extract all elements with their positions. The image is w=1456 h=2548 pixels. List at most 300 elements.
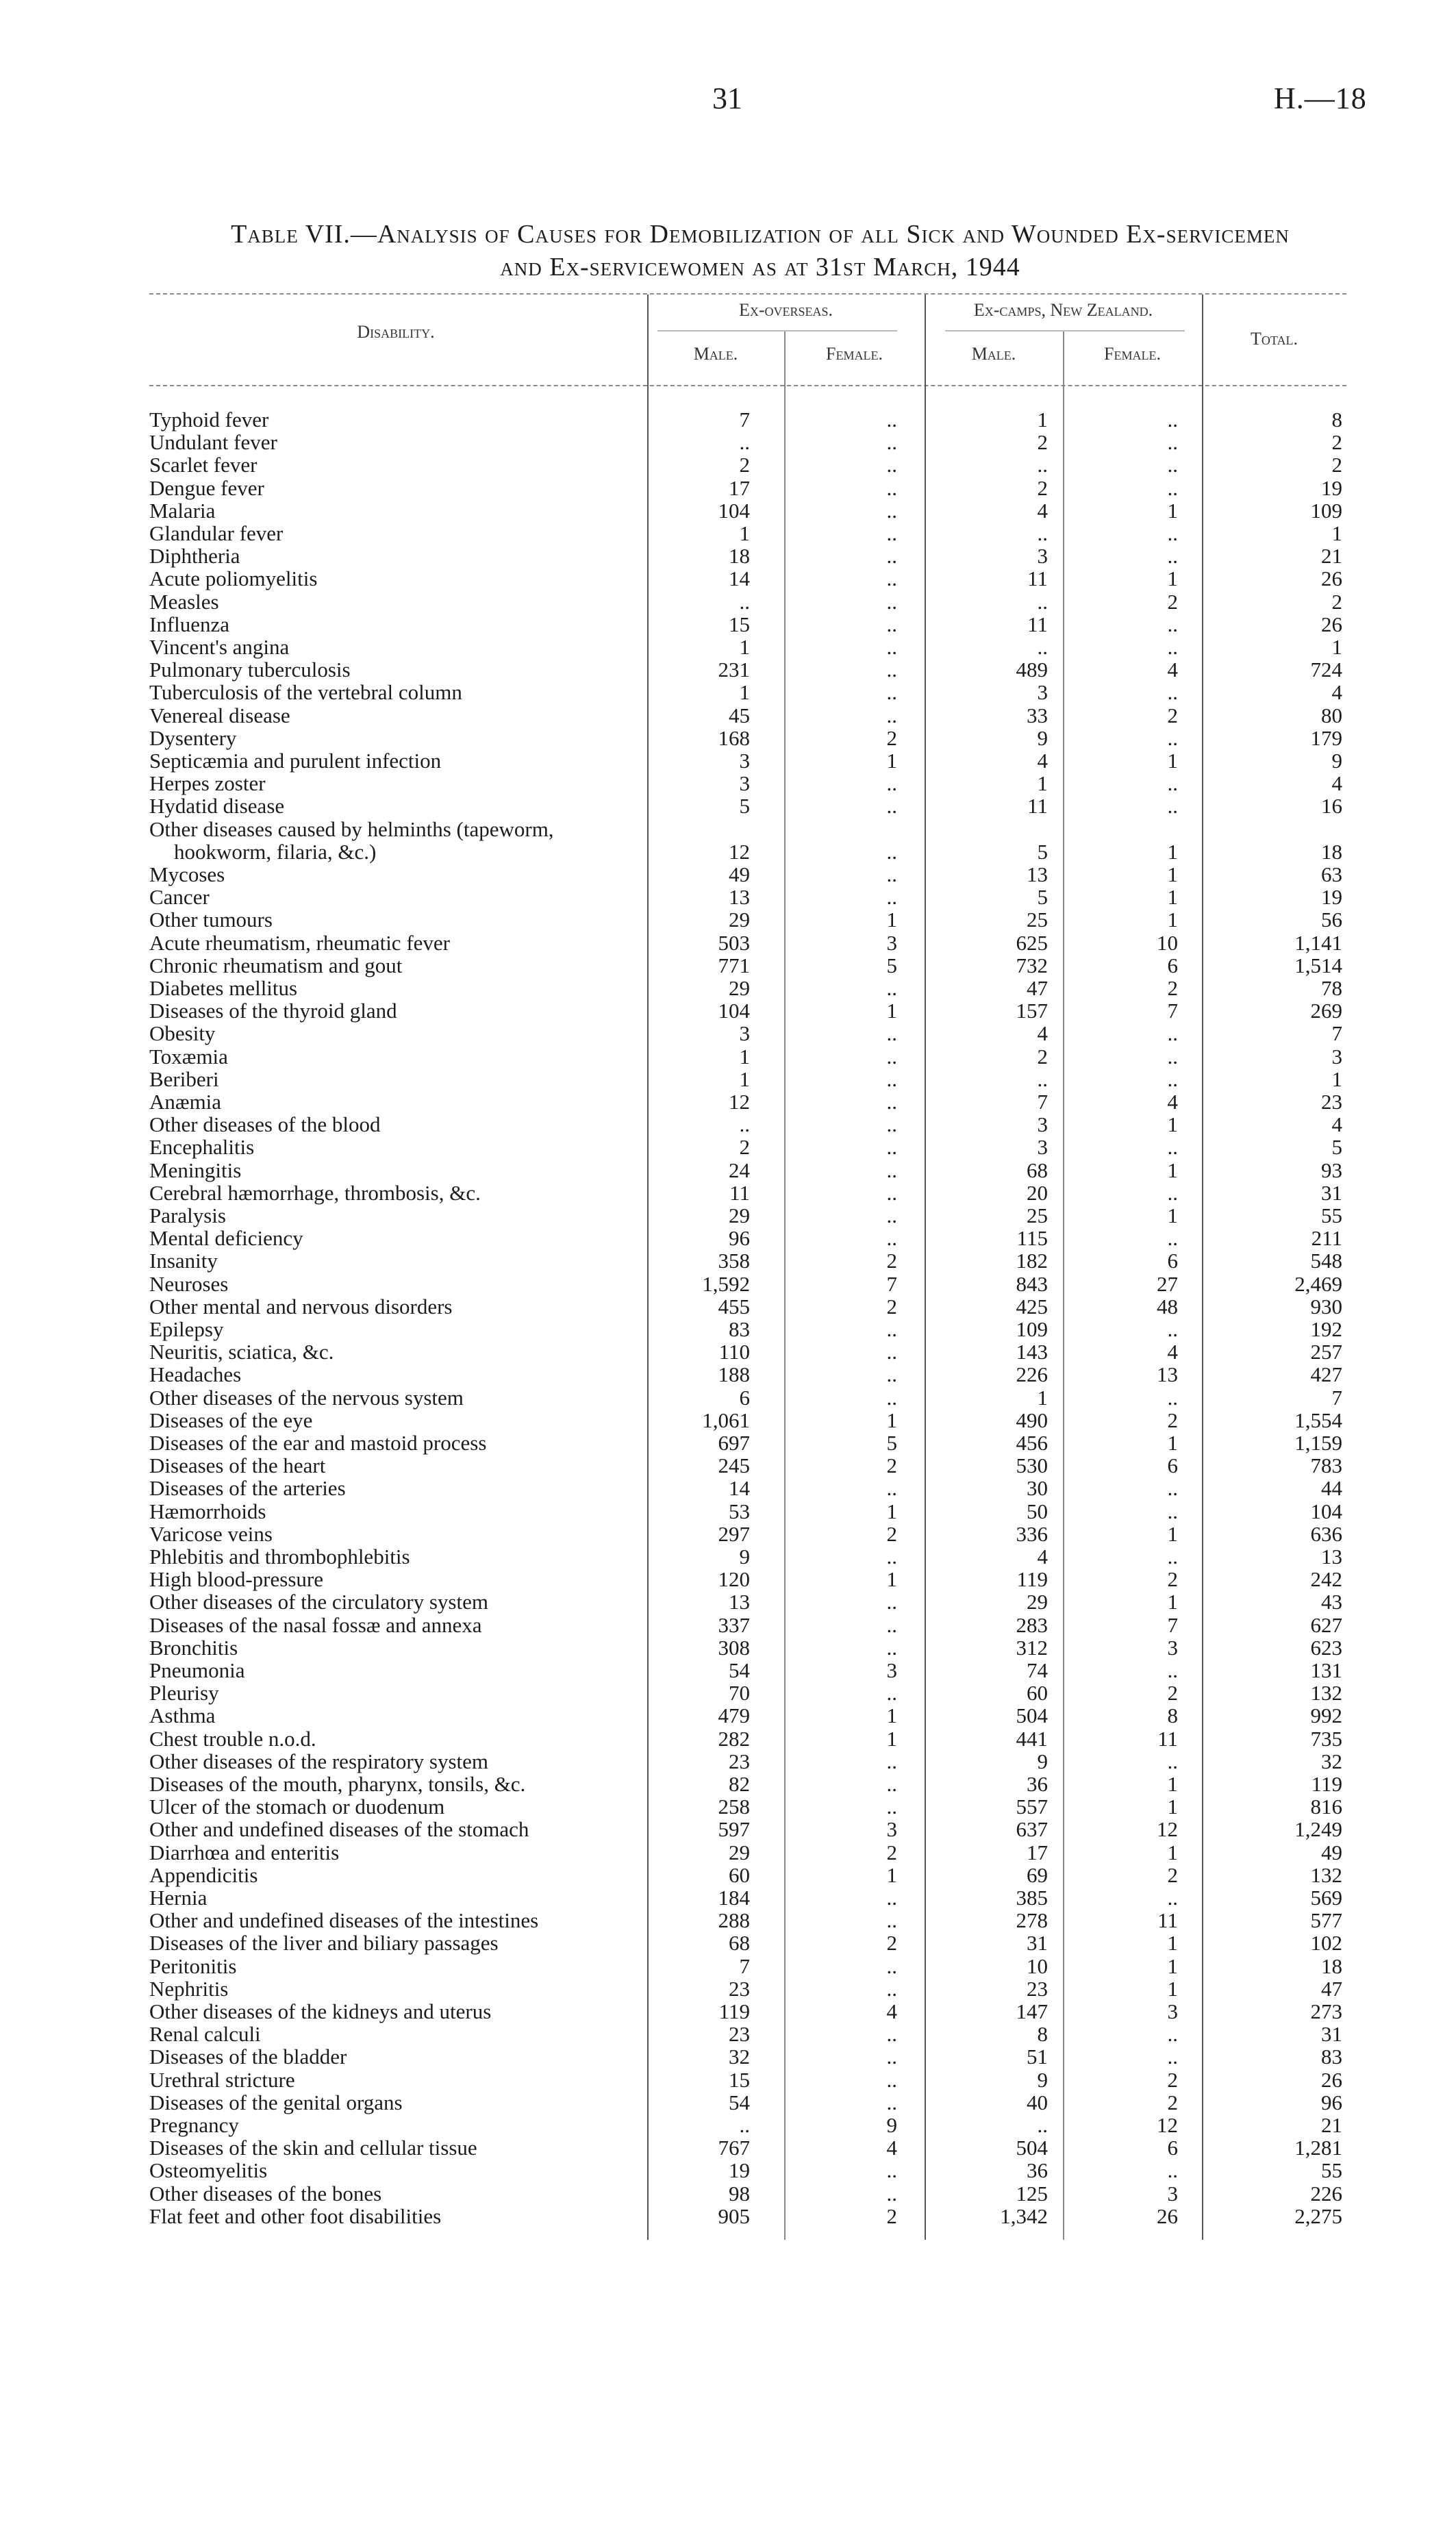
cell-total: 273	[1310, 1999, 1342, 2023]
document-code: H.—18	[1274, 82, 1367, 115]
cell-of: ..	[886, 862, 897, 886]
disability-label-text: Epilepsy	[149, 1317, 224, 1341]
cell-cf: 2	[1167, 2090, 1178, 2114]
cell-om: 82	[729, 1772, 750, 1796]
disability-label	[149, 2205, 642, 2227]
table-row	[0, 2000, 1456, 2023]
disability-label-text: Chronic rheumatism and gout	[149, 953, 403, 977]
cell-total: 1	[1331, 635, 1342, 659]
cell-total: 2	[1331, 430, 1342, 455]
cell-cf: ..	[1167, 1180, 1178, 1205]
disability-label	[149, 1477, 642, 1499]
disability-label	[149, 863, 642, 886]
cell-cf: 1	[1167, 1772, 1178, 1796]
disability-label	[149, 408, 642, 431]
cell-om: 1,592	[702, 1271, 750, 1296]
cell-of: ..	[886, 1886, 897, 1910]
disability-label-text: Vincent's angina	[149, 635, 290, 659]
cell-om: 53	[729, 1499, 750, 1523]
cell-cm: 47	[1027, 976, 1048, 1000]
table-row	[0, 1363, 1456, 1386]
cell-of: ..	[886, 612, 897, 636]
table-row	[0, 1340, 1456, 1363]
cell-cf: ..	[1167, 521, 1178, 545]
cell-cm: 283	[1016, 1612, 1048, 1637]
cell-total: 131	[1310, 1658, 1342, 1682]
cell-total: 83	[1321, 2045, 1342, 2069]
cell-total: 548	[1310, 1249, 1342, 1273]
table-row	[0, 1750, 1456, 1773]
cell-om: 54	[729, 1658, 750, 1682]
cell-cf: 2	[1167, 976, 1178, 1000]
cell-om: 297	[718, 1521, 750, 1546]
table-row	[0, 2091, 1456, 2114]
header-disability: Disability.	[357, 322, 435, 342]
cell-cf: ..	[1167, 1226, 1178, 1251]
cell-om: 7	[739, 408, 750, 432]
cell-cm: 1	[1037, 771, 1048, 796]
cell-cm: 11	[1027, 612, 1048, 636]
cell-om: 455	[718, 1294, 750, 1319]
cell-cm: 4	[1037, 749, 1048, 773]
disability-label	[149, 658, 642, 681]
table-row	[0, 681, 1456, 703]
cell-cm: 115	[1016, 1226, 1048, 1251]
cell-cf: ..	[1167, 635, 1178, 659]
disability-label	[149, 977, 642, 999]
cell-cm: ..	[1037, 635, 1048, 659]
cell-of: ..	[886, 2181, 897, 2206]
cell-cf: ..	[1167, 1545, 1178, 1569]
cell-total: 930	[1310, 1294, 1342, 1319]
cell-of: ..	[886, 1066, 897, 1091]
cell-om: 24	[729, 1158, 750, 1182]
cell-cf: 1	[1167, 1590, 1178, 1614]
cell-total: 7	[1331, 1021, 1342, 1046]
disability-label-text: Peritonitis	[149, 1953, 237, 1978]
cell-total: 80	[1321, 703, 1342, 727]
disability-label-text: Asthma	[149, 1703, 216, 1728]
header-overseas-female: Female.	[826, 344, 883, 364]
cell-cm: 119	[1016, 1567, 1048, 1592]
cell-cf: 2	[1167, 1862, 1178, 1887]
cell-of: 1	[886, 749, 897, 773]
cell-of: ..	[886, 589, 897, 614]
cell-of: 7	[886, 1271, 897, 1296]
cell-cf: ..	[1167, 1385, 1178, 1410]
table-row	[0, 818, 1456, 863]
cell-total: 8	[1331, 408, 1342, 432]
table-row	[0, 2114, 1456, 2136]
disability-label-text: Other diseases of the circulatory system	[149, 1590, 488, 1614]
disability-label-text: Pregnancy	[149, 2113, 239, 2137]
table-row	[0, 1795, 1456, 1818]
disability-label	[149, 1227, 642, 1249]
disability-label	[149, 477, 642, 499]
cell-om: 104	[718, 498, 750, 523]
cell-of: ..	[886, 680, 897, 705]
cell-cf: 4	[1167, 658, 1178, 682]
disability-label	[149, 908, 642, 931]
cell-total: 735	[1310, 1726, 1342, 1751]
cell-cm: 1	[1037, 408, 1048, 432]
cell-cm: 182	[1016, 1249, 1048, 1273]
cell-of: ..	[886, 453, 897, 477]
cell-total: 132	[1310, 1681, 1342, 1706]
disability-label-text: Diseases of the nasal fossæ and annexa	[149, 1612, 482, 1637]
cell-om: 14	[729, 1476, 750, 1501]
cell-total: 623	[1310, 1635, 1342, 1660]
disability-label-text: Pulmonary tuberculosis	[149, 658, 351, 682]
cell-total: 816	[1310, 1795, 1342, 1819]
table-row	[0, 1477, 1456, 1499]
cell-total: 55	[1321, 2158, 1342, 2183]
cell-cm: 530	[1016, 1453, 1048, 1478]
cell-cm: 11	[1027, 794, 1048, 819]
cell-of: ..	[886, 885, 897, 910]
disability-label	[149, 1045, 642, 1068]
cell-cf: 1	[1167, 1795, 1178, 1819]
table-row	[0, 1636, 1456, 1659]
cell-cf: 6	[1167, 1249, 1178, 1273]
cell-cf: 1	[1167, 1953, 1178, 1978]
cell-of: ..	[886, 1953, 897, 1978]
disability-label-text: Typhoid fever	[149, 408, 269, 432]
disability-label-text: Dysentery	[149, 725, 237, 750]
cell-om: 231	[718, 658, 750, 682]
table-row	[0, 1249, 1456, 1272]
cell-cm: ..	[1037, 1066, 1048, 1091]
cell-cm: 336	[1016, 1521, 1048, 1546]
disability-label-text: Mycoses	[149, 862, 225, 886]
cell-cm: 9	[1037, 2067, 1048, 2092]
cell-cf: 2	[1167, 1681, 1178, 1706]
table-row	[0, 1022, 1456, 1045]
table-row	[0, 2045, 1456, 2068]
disability-label-text: Acute rheumatism, rheumatic fever	[149, 930, 450, 955]
cell-om: 337	[718, 1612, 750, 1637]
disability-label	[149, 1454, 642, 1477]
disability-label	[149, 2182, 642, 2205]
cell-om: 3	[739, 1021, 750, 1046]
cell-total: 21	[1321, 2113, 1342, 2137]
disability-label	[149, 932, 642, 954]
disability-label-text: Diseases of the ear and mastoid process	[149, 1431, 487, 1455]
cell-total: 179	[1310, 725, 1342, 750]
cell-total: 569	[1310, 1886, 1342, 1910]
cell-of: 2	[886, 725, 897, 750]
cell-cm: 74	[1027, 1658, 1048, 1682]
cell-total: 56	[1321, 908, 1342, 932]
cell-total: 5	[1331, 1135, 1342, 1160]
cell-total: 636	[1310, 1521, 1342, 1546]
cell-cm: 5	[1037, 839, 1048, 864]
table-row	[0, 2023, 1456, 2045]
cell-om: 119	[718, 1999, 750, 2023]
disability-label	[149, 1614, 642, 1636]
cell-total: 26	[1321, 566, 1342, 591]
cell-of: ..	[886, 1385, 897, 1410]
disability-label	[149, 1568, 642, 1590]
table-row	[0, 1454, 1456, 1477]
cell-cm: 4	[1037, 498, 1048, 523]
cell-om: 184	[718, 1886, 750, 1910]
cell-of: ..	[886, 1021, 897, 1046]
cell-om: 32	[729, 2045, 750, 2069]
table-row	[0, 431, 1456, 453]
cell-om: 54	[729, 2090, 750, 2114]
cell-cm: 4	[1037, 1545, 1048, 1569]
cell-cf: ..	[1167, 1066, 1178, 1091]
cell-of: ..	[886, 521, 897, 545]
cell-cf: 6	[1167, 1453, 1178, 1478]
table-row	[0, 453, 1456, 476]
disability-label-text: Undulant fever	[149, 430, 277, 455]
cell-om: 1,061	[702, 1408, 750, 1432]
disability-label-text: Dengue fever	[149, 475, 264, 500]
disability-label-text: Obesity	[149, 1021, 216, 1046]
cell-of: ..	[886, 475, 897, 500]
disability-label-continuation: hookworm, filaria, &c.)	[174, 839, 377, 864]
cell-om: 282	[718, 1726, 750, 1751]
cell-om: 905	[718, 2203, 750, 2228]
cell-of: ..	[886, 2158, 897, 2183]
cell-om: 70	[729, 1681, 750, 1706]
cell-cm: 843	[1016, 1271, 1048, 1296]
cell-om: 12	[729, 839, 750, 864]
cell-om: 12	[729, 1090, 750, 1114]
cell-cf: ..	[1167, 1135, 1178, 1160]
cell-cf: 4	[1167, 1340, 1178, 1364]
cell-of: 2	[886, 1840, 897, 1864]
cell-cm: 109	[1016, 1317, 1048, 1341]
disability-label-text: Flat feet and other foot disabilities	[149, 2203, 442, 2228]
disability-label	[149, 453, 642, 476]
cell-total: 4	[1331, 771, 1342, 796]
disability-label	[149, 1432, 642, 1454]
table-row	[0, 1386, 1456, 1409]
table-row	[0, 2182, 1456, 2205]
cell-of: ..	[886, 1112, 897, 1137]
disability-label	[149, 999, 642, 1022]
cell-total: 627	[1310, 1612, 1342, 1637]
cell-om: 1	[739, 635, 750, 659]
disability-label	[149, 2045, 642, 2068]
cell-of: 4	[886, 1999, 897, 2023]
disability-label-text: Other diseases caused by helminths (tapeworm,	[149, 816, 554, 841]
cell-cf: 3	[1167, 2181, 1178, 2206]
cell-cf: 1	[1167, 498, 1178, 523]
disability-label	[149, 522, 642, 545]
cell-cm: 33	[1027, 703, 1048, 727]
table-row	[0, 1136, 1456, 1158]
cell-cm: 11	[1027, 566, 1048, 591]
table-row	[0, 1113, 1456, 1136]
disability-label	[149, 727, 642, 749]
cell-total: 13	[1321, 1545, 1342, 1569]
disability-label	[149, 1841, 642, 1864]
disability-label	[149, 1545, 642, 1568]
table-row	[0, 613, 1456, 636]
table-row	[0, 408, 1456, 431]
cell-cf: ..	[1167, 430, 1178, 455]
disability-label-text: Other diseases of the respiratory system	[149, 1749, 489, 1773]
disability-label	[149, 431, 642, 453]
cell-cm: 17	[1027, 1840, 1048, 1864]
disability-label-text: Diphtheria	[149, 544, 240, 569]
cell-of: ..	[886, 658, 897, 682]
cell-total: 992	[1310, 1703, 1342, 1728]
disability-label-text: Neuroses	[149, 1271, 229, 1296]
disability-label-text: Phlebitis and thrombophlebitis	[149, 1545, 410, 1569]
cell-of: ..	[886, 1976, 897, 2001]
disability-label	[149, 749, 642, 772]
cell-cm: 51	[1027, 2045, 1048, 2069]
disability-label-text: Pneumonia	[149, 1658, 245, 1682]
cell-of: 1	[886, 1408, 897, 1432]
cell-cm: 5	[1037, 885, 1048, 910]
disability-label-text: Other tumours	[149, 908, 273, 932]
cell-total: 783	[1310, 1453, 1342, 1478]
disability-label-text: Osteomyelitis	[149, 2158, 268, 2183]
disability-label-text: Bronchitis	[149, 1635, 238, 1660]
cell-of: ..	[886, 635, 897, 659]
cell-om: 1	[739, 680, 750, 705]
cell-of: ..	[886, 430, 897, 455]
cell-of: ..	[886, 1908, 897, 1933]
cell-om: 13	[729, 1590, 750, 1614]
disability-label-text: Diseases of the mouth, pharynx, tonsils, &c.	[149, 1772, 526, 1796]
cell-of: 2	[886, 2203, 897, 2228]
cell-total: 226	[1310, 2181, 1342, 2206]
cell-total: 9	[1331, 749, 1342, 773]
cell-cm: 425	[1016, 1294, 1048, 1319]
cell-total: 47	[1321, 1976, 1342, 2001]
disability-label	[149, 1932, 642, 1954]
cell-om: 110	[718, 1340, 750, 1364]
table-row	[0, 1841, 1456, 1864]
cell-total: 96	[1321, 2090, 1342, 2114]
cell-total: 1,281	[1294, 2136, 1342, 2160]
cell-cf: 13	[1157, 1362, 1178, 1387]
header-camps-female: Female.	[1104, 344, 1161, 364]
disability-label	[149, 567, 642, 590]
cell-om: 29	[729, 908, 750, 932]
cell-of: 5	[886, 1431, 897, 1455]
cell-om: 68	[729, 1931, 750, 1956]
cell-cm: 8	[1037, 2022, 1048, 2047]
cell-total: 93	[1321, 1158, 1342, 1182]
cell-cm: 490	[1016, 1408, 1048, 1432]
cell-cf: 48	[1157, 1294, 1178, 1319]
cell-cm: ..	[1037, 589, 1048, 614]
cell-cf: 1	[1167, 862, 1178, 886]
cell-cm: 9	[1037, 1749, 1048, 1773]
disability-label-text: Varicose veins	[149, 1521, 273, 1546]
cell-cf: 1	[1167, 1203, 1178, 1227]
table-row	[0, 1090, 1456, 1113]
header-total: Total.	[1251, 329, 1298, 349]
cell-cf: ..	[1167, 771, 1178, 796]
cell-cf: 1	[1167, 1431, 1178, 1455]
cell-cm: 36	[1027, 2158, 1048, 2183]
cell-om: 767	[718, 2136, 750, 2160]
page-number: 31	[712, 82, 742, 115]
disability-label-text: Insanity	[149, 1249, 218, 1273]
disability-label-text: Diseases of the arteries	[149, 1476, 346, 1501]
disability-label	[149, 1864, 642, 1886]
cell-om: 358	[718, 1249, 750, 1273]
cell-total: 44	[1321, 1476, 1342, 1501]
table-row	[0, 2069, 1456, 2091]
cell-total: 31	[1321, 2022, 1342, 2047]
disability-label	[149, 2069, 642, 2091]
table-row	[0, 954, 1456, 977]
cell-cf: 4	[1167, 1090, 1178, 1114]
disability-label-text: Diseases of the bladder	[149, 2045, 347, 2069]
cell-total: 102	[1310, 1931, 1342, 1956]
cell-of: ..	[886, 1158, 897, 1182]
table-row	[0, 1864, 1456, 1886]
cell-om: 6	[739, 1385, 750, 1410]
cell-cf: 7	[1167, 999, 1178, 1023]
table-row	[0, 2159, 1456, 2182]
disability-label-text: Diseases of the eye	[149, 1408, 313, 1432]
cell-om: ..	[739, 2113, 750, 2137]
subheader-rule-overseas	[657, 330, 897, 332]
cell-of: ..	[886, 1545, 897, 1569]
header-ex-overseas: Ex-overseas.	[738, 300, 833, 320]
cell-om: 7	[739, 1953, 750, 1978]
disability-label	[149, 1204, 642, 1227]
cell-total: 55	[1321, 1203, 1342, 1227]
cell-total: 16	[1321, 794, 1342, 819]
table-row	[0, 1955, 1456, 1977]
cell-om: 1	[739, 521, 750, 545]
cell-total: 2	[1331, 589, 1342, 614]
cell-cf: 6	[1167, 953, 1178, 977]
subheader-rule-camps	[945, 330, 1185, 332]
cell-om: ..	[739, 589, 750, 614]
disability-label-text: Diseases of the thyroid gland	[149, 999, 397, 1023]
table-row	[0, 590, 1456, 613]
table-row	[0, 499, 1456, 522]
cell-total: 1,249	[1294, 1817, 1342, 1842]
cell-om: 14	[729, 566, 750, 591]
cell-cm: 25	[1027, 908, 1048, 932]
cell-cm: ..	[1037, 2113, 1048, 2137]
disability-label	[149, 1727, 642, 1750]
disability-label-text: Other diseases of the kidneys and uterus	[149, 1999, 492, 2023]
cell-cm: 3	[1037, 544, 1048, 569]
table-row	[0, 1068, 1456, 1090]
table-row	[0, 1182, 1456, 1204]
cell-om: 19	[729, 2158, 750, 2183]
cell-total: 242	[1310, 1567, 1342, 1592]
table-row	[0, 977, 1456, 999]
disability-label	[149, 1886, 642, 1909]
cell-of: ..	[886, 2022, 897, 2047]
cell-cf: ..	[1167, 725, 1178, 750]
cell-of: ..	[886, 1681, 897, 1706]
cell-cm: ..	[1037, 453, 1048, 477]
cell-of: ..	[886, 1203, 897, 1227]
cell-total: 211	[1311, 1226, 1342, 1251]
cell-of: ..	[886, 1590, 897, 1614]
disability-label	[149, 954, 642, 977]
cell-of: 3	[886, 930, 897, 955]
disability-label-text: Cancer	[149, 885, 210, 910]
